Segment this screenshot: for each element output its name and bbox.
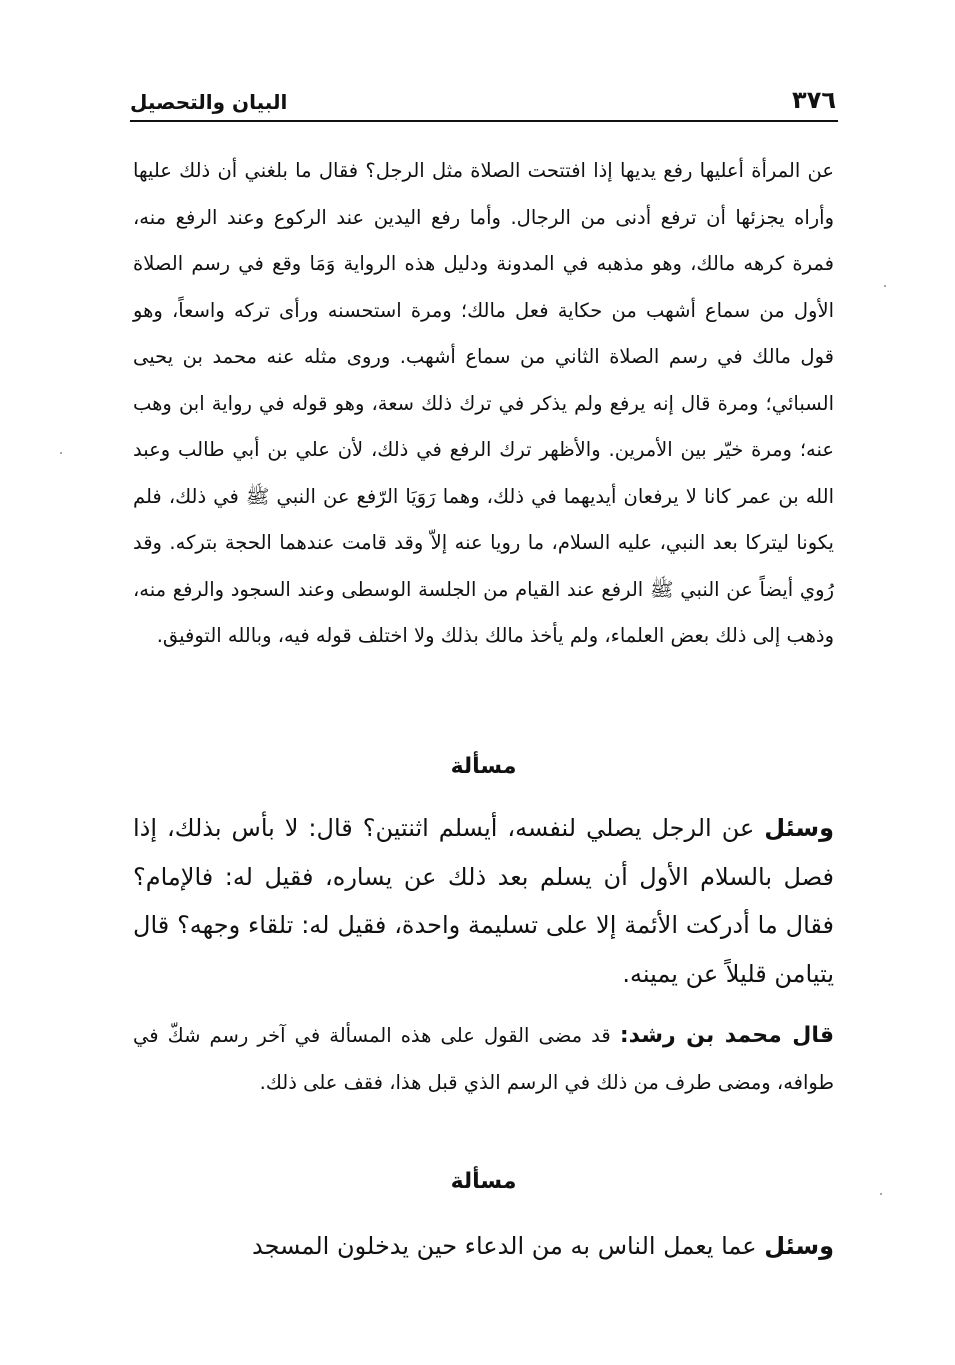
section-heading-1: مسألة	[450, 754, 517, 779]
page-header	[130, 80, 836, 120]
header-divider	[130, 120, 838, 122]
body-paragraph-2	[133, 804, 834, 998]
author-attribution: قال محمد بن رشد:	[619, 1023, 834, 1048]
paragraph-text: قد مضى القول على هذه المسألة في آخر رسم شكّ في طوافه، ومضى طرف من ذلك في الرسم الذي قبل هذا، فقف على ذلك.	[133, 1024, 834, 1094]
paragraph-text: عما يعمل الناس به من الدعاء حين يدخلون المسجد	[251, 1232, 765, 1260]
running-title: البيان والتحصيل	[130, 90, 288, 114]
scan-speck	[880, 1193, 882, 1195]
scan-speck	[884, 285, 886, 287]
section-heading-2: مسألة	[450, 1169, 517, 1194]
paragraph-lead-word: وسئل	[764, 814, 834, 842]
scan-speck	[60, 452, 62, 454]
paragraph-text: عن الرجل يصلي لنفسه، أيسلم اثنتين؟ قال: لا بأس بذلك، إذا فصل بالسلام الأول أن يسلم بعد ذلك عن يساره، فقيل له: فالإمام؟ فقال ما أدركت الأئمة إلا على تسليمة واحدة، فقيل له: تلقاء وجهه؟ قال يتيامن قليلاً عن يمينه.	[133, 814, 834, 988]
paragraph-lead-word: وسئل	[764, 1232, 834, 1260]
body-paragraph-3	[133, 1013, 834, 1106]
body-paragraph-4	[133, 1222, 834, 1271]
body-paragraph-1: عن المرأة أعليها رفع يديها إذا افتتحت الصلاة مثل الرجل؟ فقال ما بلغني أن ذلك عليها وأراه يجزئها أن ترفع أدنى من الرجال. وأما رفع اليدين عند الركوع وعند الرفع منه، فمرة كرهه مالك، وهو مذهبه في المدونة ودليل هذه الرواية وَمَا وقع في رسم الصلاة الأول من سماع أشهب من حكاية فعل مالك؛ ومرة استحسنه ورأى تركه واسعاً، وهو قول مالك في رسم الصلاة الثاني من سماع أشهب. وروى مثله عنه محمد بن يحيى السبائي؛ ومرة قال إنه يرفع ولم يذكر في ترك ذلك سعة، وهو قوله في رواية ابن وهب عنه؛ ومرة خيّر بين الأمرين. والأظهر ترك الرفع في ذلك، لأن علي بن أبي طالب وعبد الله بن عمر كانا لا يرفعان أيديهما في ذلك، وهما رَوَيَا الرّفع عن النبي ﷺ في ذلك، فلم يكونا ليتركا بعد النبي، عليه السلام، ما رويا عنه إلاّ وقد قامت عندهما الحجة بتركه. وقد رُوي أيضاً عن النبي ﷺ الرفع عند القيام من الجلسة الوسطى وعند السجود والرفع منه، وذهب إلى ذلك بعض العلماء، ولم يأخذ مالك بذلك ولا اختلف قوله فيه، وبالله التوفيق.	[133, 159, 834, 647]
page-number: ٣٧٦	[792, 86, 836, 114]
